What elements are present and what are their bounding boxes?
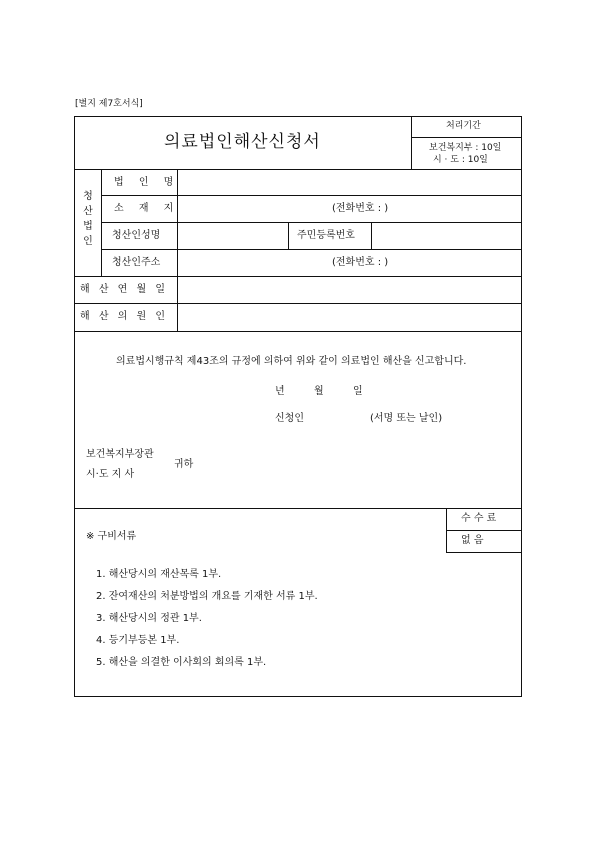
signature-label: (서명 또는 날인) — [370, 413, 443, 424]
divider — [74, 331, 522, 332]
fee-value: 없 음 — [461, 535, 484, 546]
recipient-governor: 시·도 지 사 — [86, 469, 135, 480]
phone-number-label: (전화번호 : ) — [332, 203, 389, 214]
resident-number-field[interactable] — [372, 223, 521, 249]
divider — [411, 116, 412, 169]
dissolution-reason-field[interactable] — [178, 304, 521, 331]
form-number-label: [별지 제7호서식] — [75, 99, 143, 109]
processing-period-province: 시 · 도 : 10일 — [433, 155, 488, 165]
liquidating-corp-label: 청 산 법 인 — [83, 191, 93, 247]
divider — [74, 508, 522, 509]
document-item: 2. 잔여재산의 처분방법의 개요를 기재한 서류 1부. — [96, 591, 318, 602]
declaration-statement: 의료법시행규칙 제43조의 규정에 의하여 위와 같이 의료법인 해산을 신고합니다. — [116, 356, 467, 367]
processing-period-ministry: 보건복지부 : 10일 — [429, 143, 502, 153]
dissolution-reason-label: 해 산 의 원 인 — [80, 311, 169, 322]
honorific-label: 귀하 — [174, 459, 194, 470]
liquidator-address-label: 청산인주소 — [112, 257, 161, 268]
dissolution-date-field[interactable] — [178, 277, 521, 303]
divider — [446, 552, 522, 553]
resident-number-label: 주민등록번호 — [297, 230, 355, 241]
divider — [288, 222, 289, 249]
corp-name-field[interactable] — [178, 170, 521, 195]
phone-number-label: (전화번호 : ) — [332, 257, 389, 268]
corp-name-label: 법 인 명 — [114, 177, 180, 188]
applicant-label: 신청인 — [275, 413, 304, 424]
required-documents-heading: ※ 구비서류 — [86, 531, 137, 542]
divider — [411, 137, 522, 138]
document-item: 5. 해산을 의결한 이사회의 회의록 1부. — [96, 657, 267, 668]
divider — [446, 530, 522, 531]
liquidator-name-label: 청산인성명 — [112, 230, 161, 241]
processing-period-label: 처리기간 — [446, 121, 481, 131]
date-month-label: 월 — [314, 386, 324, 397]
date-day-label: 일 — [353, 386, 363, 397]
liquidator-name-field[interactable] — [178, 223, 288, 249]
location-label: 소 재 지 — [114, 203, 180, 214]
document-item: 1. 해산당시의 재산목록 1부. — [96, 569, 222, 580]
date-year-label: 년 — [275, 386, 285, 397]
fee-label: 수 수 료 — [461, 513, 497, 524]
recipient-ministry: 보건복지부장관 — [86, 449, 154, 460]
document-item: 4. 등기부등본 1부. — [96, 635, 180, 646]
form-title: 의료법인해산신청서 — [164, 132, 321, 152]
dissolution-date-label: 해 산 연 월 일 — [80, 284, 169, 295]
document-item: 3. 해산당시의 정관 1부. — [96, 613, 202, 624]
